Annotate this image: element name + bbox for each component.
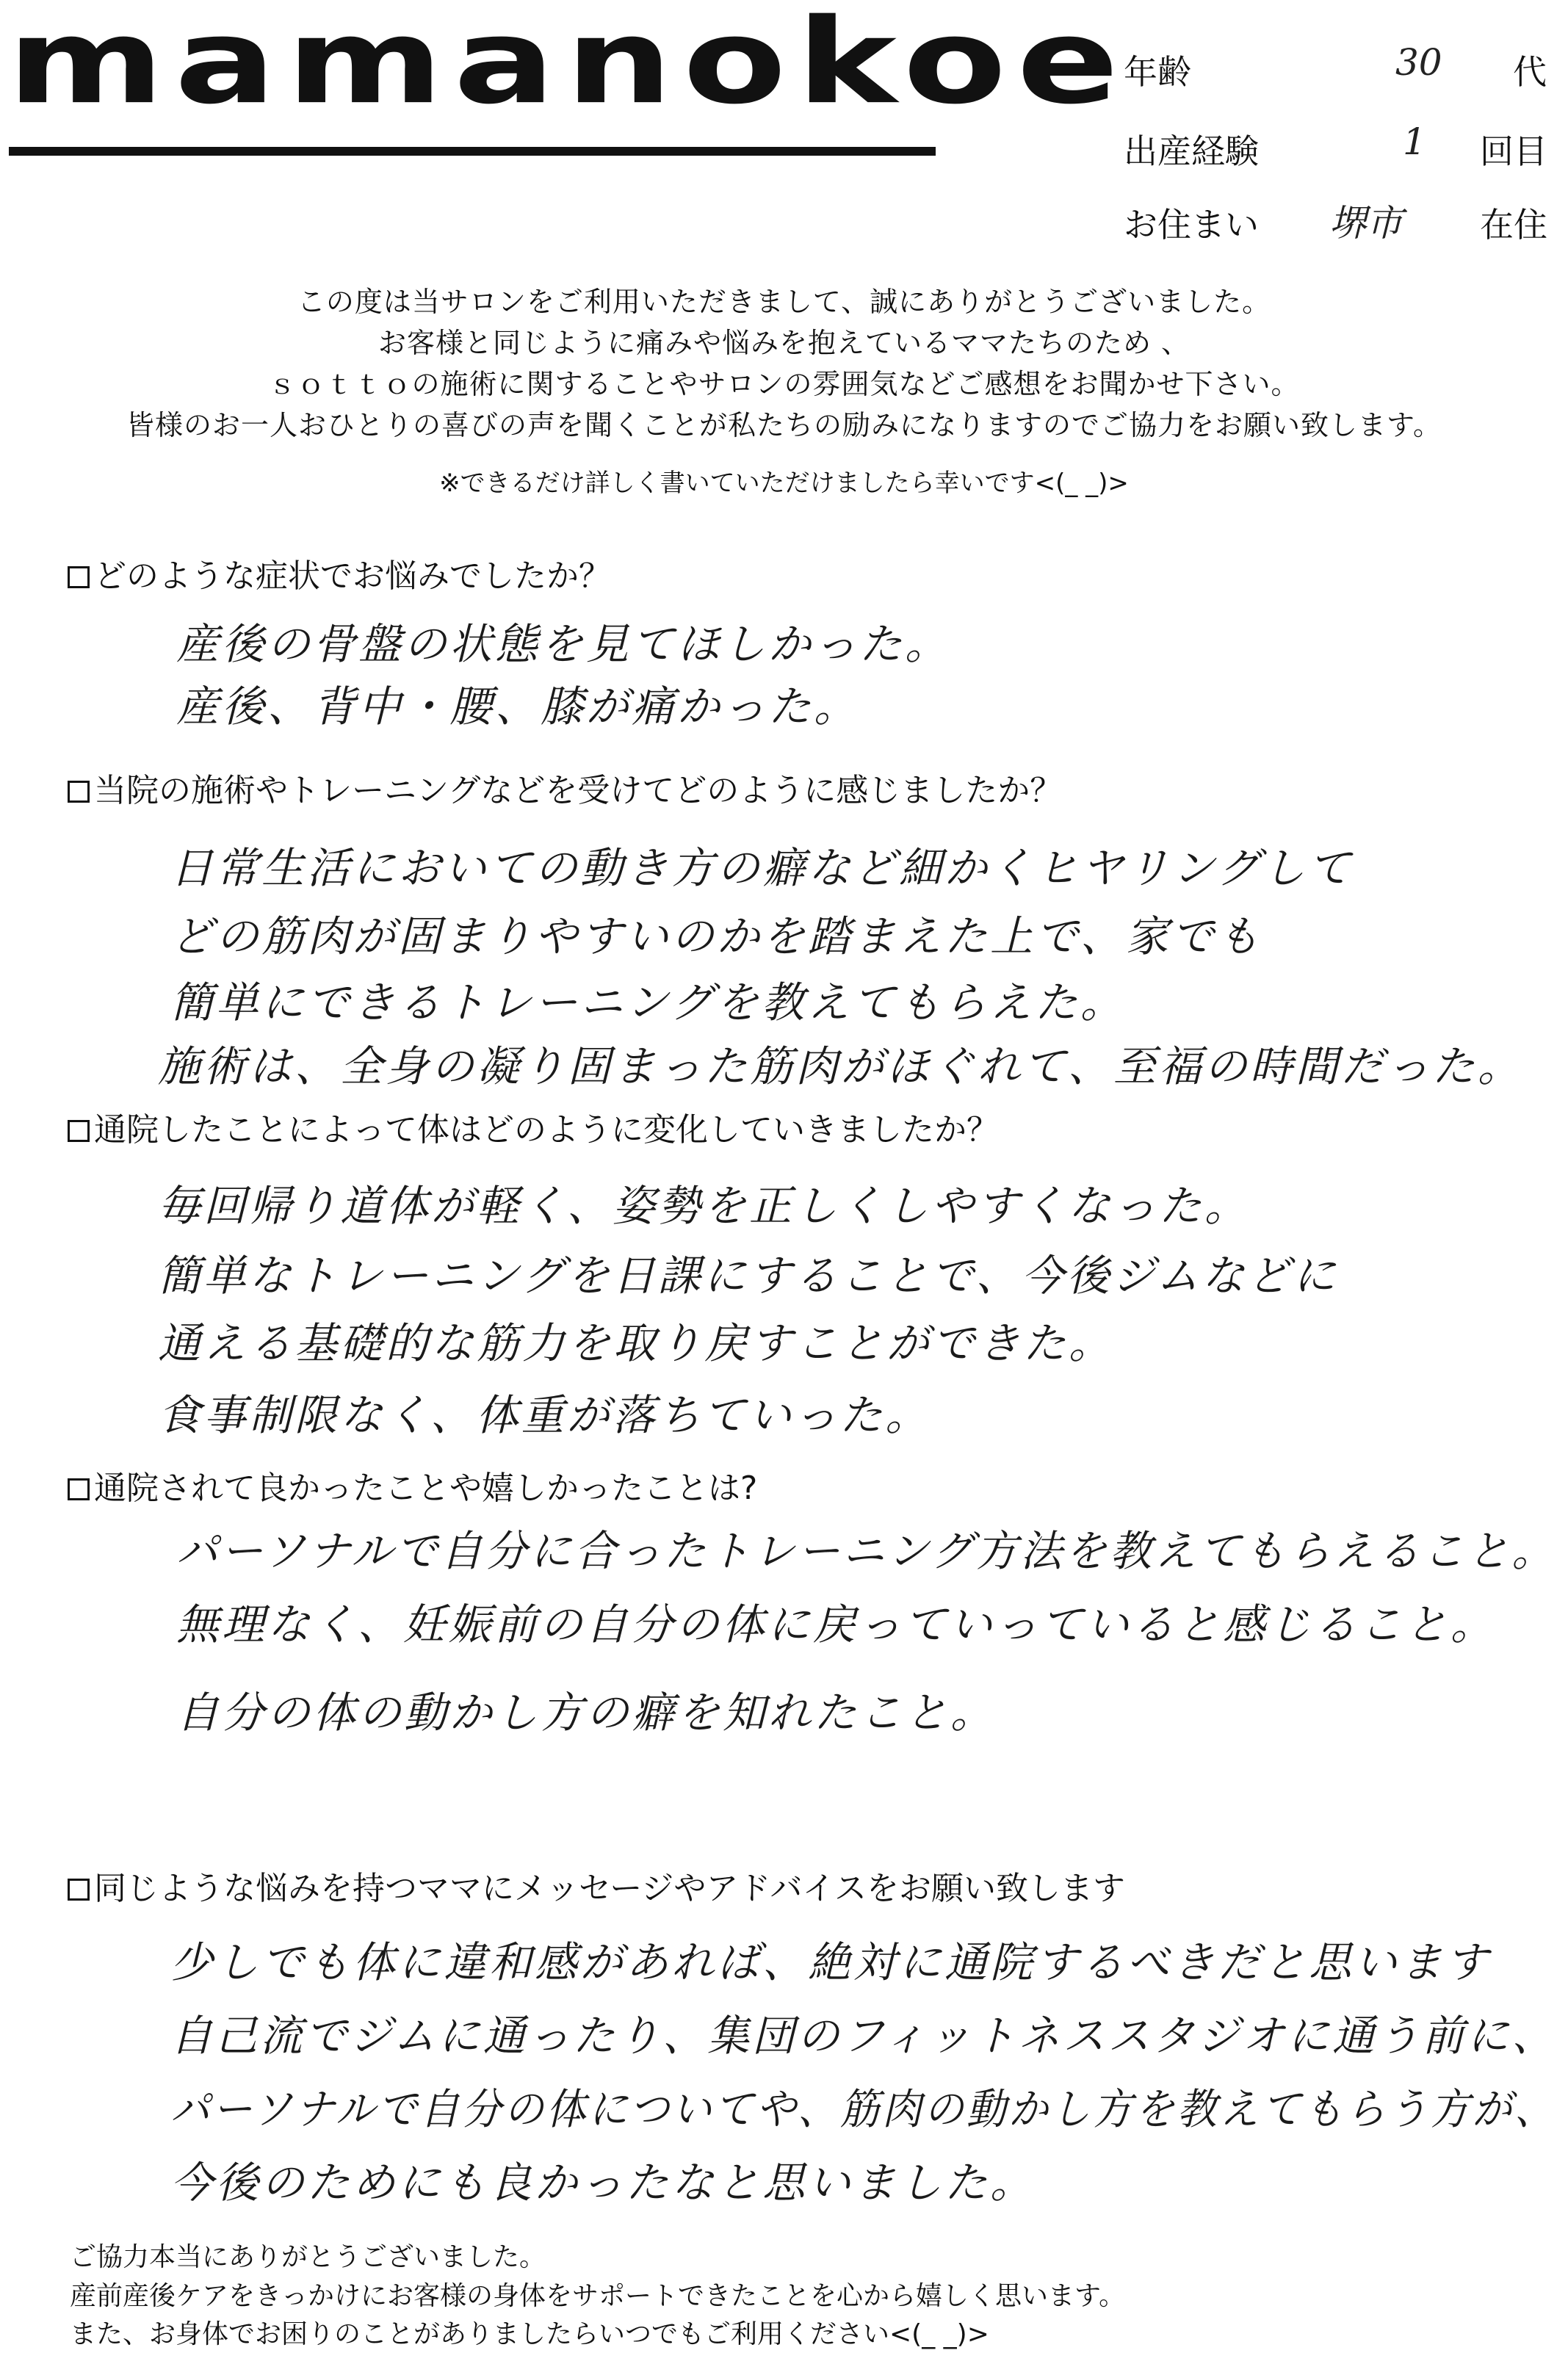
closing-line-3: また、お身体でお困りのことがありましたらいつでもご利用ください<(_ _)> [70,2319,989,2349]
answer-1-line-1: 産後の骨盤の状態を見てほしかった。 [176,619,951,669]
residence-unit: 在住 [1480,205,1547,245]
age-unit: 代 [1513,52,1547,92]
answer-2-line-3: 簡単にできるトレーニングを教えてもらえた。 [170,977,1126,1027]
answer-5-line-3: パーソナルで自分の体についてや、筋肉の動かし方を教えてもらう方が、 [170,2084,1557,2134]
age-value: 30 [1395,41,1442,84]
answer-2-line-2: どの筋肉が固まりやすいのかを踏まえた上で、家でも [170,911,1262,961]
answer-2-line-4: 施術は、全身の凝り固まった筋肉がほぐれて、至福の時間だった。 [158,1041,1523,1091]
checkbox-icon [68,566,90,588]
checkbox-icon [68,1478,90,1500]
intro-line-2: お客様と同じように痛みや悩みを抱えているママたちのため 、 [377,327,1191,359]
question-4-text: 通院されて良かったことや嬉しかったことは? [94,1470,758,1507]
answer-2-line-1: 日常生活においての動き方の癖など細かくヒヤリングして [170,843,1354,893]
age-label: 年齢 [1124,52,1191,92]
intro-line-1: この度は当サロンをご利用いただきまして、誠にありがとうございました。 [297,286,1271,318]
checkbox-icon [68,1879,90,1901]
question-5 [68,1862,1125,1909]
closing-line-1: ご協力本当にありがとうございました。 [70,2242,546,2272]
answer-4-line-3: 自分の体の動かし方の癖を知れたこと。 [176,1688,997,1738]
age-row [1124,41,1557,97]
question-3-text: 通院したことによって体はどのように変化していきましたか？ [94,1111,999,1149]
question-1-text: どのような症状でお悩みでしたか？ [94,557,611,595]
births-value: 1 [1403,120,1426,163]
residence-row [1124,198,1557,250]
answer-3-line-4: 食事制限なく、体重が落ちていった。 [158,1390,931,1440]
closing-line-2: 産前産後ケアをきっかけにお客様の身体をサポートできたことを心から嬉しく思います。 [70,2281,1126,2311]
intro-note: ※できるだけ詳しく書いていただけましたら幸いです<(_ _)> [439,469,1129,498]
answer-5-line-1: 少しでも体に違和感があれば、絶対に通院するべきだと思います [170,1937,1492,1987]
answer-3-line-1: 毎回帰り道体が軽く、姿勢を正しくしやすくなった。 [158,1181,1250,1231]
checkbox-icon [68,781,90,803]
answer-3-line-3: 通える基礎的な筋力を取り戻すことができた。 [158,1318,1115,1368]
intro-line-3: ｓｏｔｔｏの施術に関することやサロンの雰囲気などご感想をお聞かせ下さい。 [268,368,1300,400]
residence-value: 堺市 [1329,202,1403,245]
answer-4-line-2: 無理なく、妊娠前の自分の体に戻っていっていると感じること。 [176,1600,1496,1649]
logo: mamanokoe [7,0,1130,131]
births-unit: 回目 [1480,131,1547,171]
question-3 [68,1103,999,1150]
intro-line-4: 皆様のお一人おひとりの喜びの声を聞くことが私たちの励みになりますのでご協力をお願い致します。 [126,409,1442,441]
question-5-text: 同じような悩みを持つママにメッセージやアドバイスをお願い致します [94,1870,1126,1907]
answer-1-line-2: 産後、背中・腰、膝が痛かった。 [176,682,860,731]
answer-3-line-2: 簡単なトレーニングを日課にすることで、今後ジムなどに [158,1251,1339,1301]
answer-5-line-4: 今後のためにも良かったなと思いました。 [170,2158,1036,2208]
question-2-text: 当院の施術やトレーニングなどを受けてどのように感じましたか？ [94,772,1063,809]
question-2 [68,764,1062,811]
answer-4-line-1: パーソナルで自分に合ったトレーニング方法を教えてもらえること。 [176,1526,1557,1576]
checkbox-icon [68,1120,90,1142]
births-label: 出産経験 [1124,131,1259,171]
question-1 [68,549,611,596]
question-4 [68,1461,757,1508]
births-row [1124,120,1557,176]
logo-underline [9,147,936,156]
answer-5-line-2: 自己流でジムに通ったり、集団のフィットネススタジオに通う前に、 [170,2011,1557,2061]
residence-label: お住まい [1124,205,1259,245]
